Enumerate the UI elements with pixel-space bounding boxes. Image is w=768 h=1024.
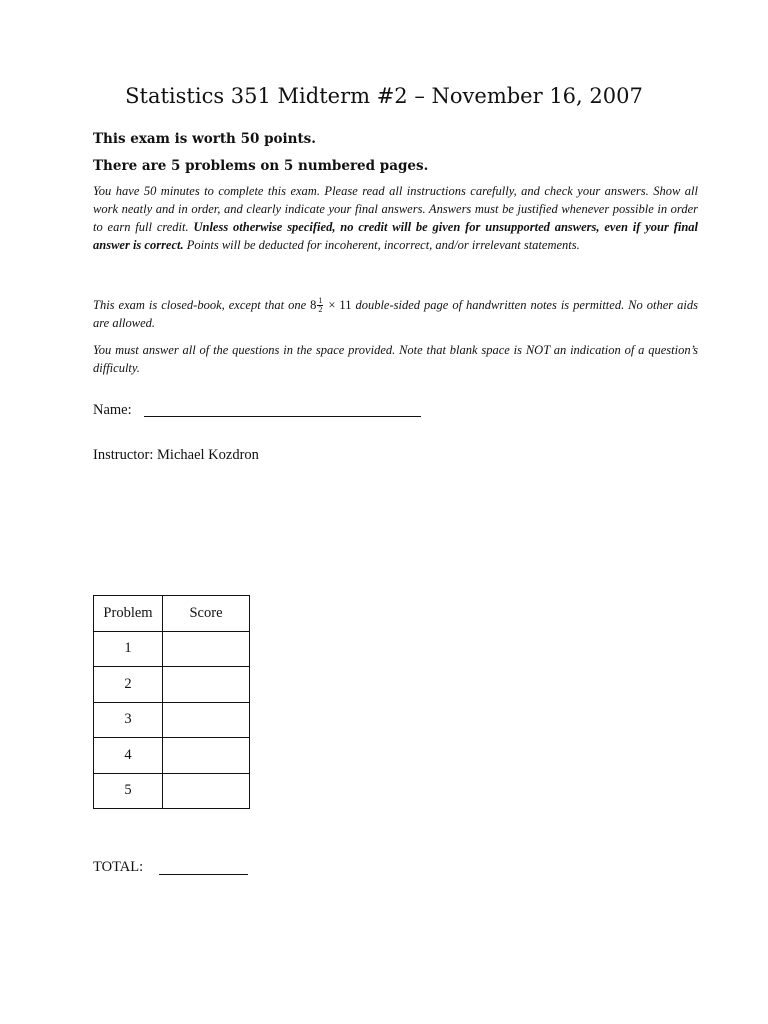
name-label: Name: (93, 402, 132, 418)
score-cell[interactable] (163, 738, 250, 774)
instructor-line: Instructor: Michael Kozdron (93, 447, 259, 463)
instructions-text-end: Points will be deducted for incoherent, incorrect, and/or irrelevant statements. (183, 238, 580, 252)
problem-number: 2 (94, 667, 163, 703)
problem-number: 3 (94, 702, 163, 738)
score-table (93, 595, 250, 809)
exam-title: Statistics 351 Midterm #2 – November 16, 2007 (125, 84, 643, 108)
table-row (94, 738, 250, 774)
fraction-numerator: 1 (318, 295, 323, 305)
table-row (94, 773, 250, 809)
score-table-header (94, 596, 250, 632)
problem-number: 5 (94, 773, 163, 809)
table-row (94, 667, 250, 703)
exam-worth: This exam is worth 50 points. (93, 131, 316, 147)
table-row (94, 631, 250, 667)
paper-width-fraction (317, 297, 323, 314)
instructions-paragraph-1 (93, 182, 698, 254)
score-cell[interactable] (163, 631, 250, 667)
paper-size-times: × 11 (324, 298, 352, 312)
closed-book-text: This exam is closed-book, except that one (93, 298, 311, 312)
instructions-bold-text: Unless otherwise specified, no credit will be given for unsupported answers, even if your final answer is correct. (93, 220, 699, 252)
total-blank-line[interactable] (159, 874, 248, 875)
header-score: Score (163, 596, 250, 632)
score-cell[interactable] (163, 773, 250, 809)
closed-book-text-end: double-sided page of handwritten notes is permitted. No other aids are allowed. (93, 298, 698, 330)
problem-number: 4 (94, 738, 163, 774)
total-label: TOTAL: (93, 859, 144, 875)
table-row (94, 702, 250, 738)
instructions-text: You have 50 minutes to complete this exam. Please read all instructions carefully, and check your answers. Show all work neatly and in order, and clearly indicate your final answers. Answers must be justified whenever possible in order to earn full credit. (93, 184, 698, 234)
name-blank-line[interactable] (144, 416, 421, 417)
paper-width-whole: 8 (310, 298, 317, 312)
instructions-paragraph-2 (93, 296, 698, 332)
score-cell[interactable] (163, 702, 250, 738)
problems-count: There are 5 problems on 5 numbered pages. (93, 158, 429, 174)
header-problem: Problem (94, 596, 163, 632)
fraction-denominator: 2 (318, 304, 323, 314)
score-cell[interactable] (163, 667, 250, 703)
instructions-paragraph-3: You must answer all of the questions in the space provided. Note that blank space is NOT an indication of a question’s difficulty. (93, 343, 698, 375)
problem-number: 1 (94, 631, 163, 667)
